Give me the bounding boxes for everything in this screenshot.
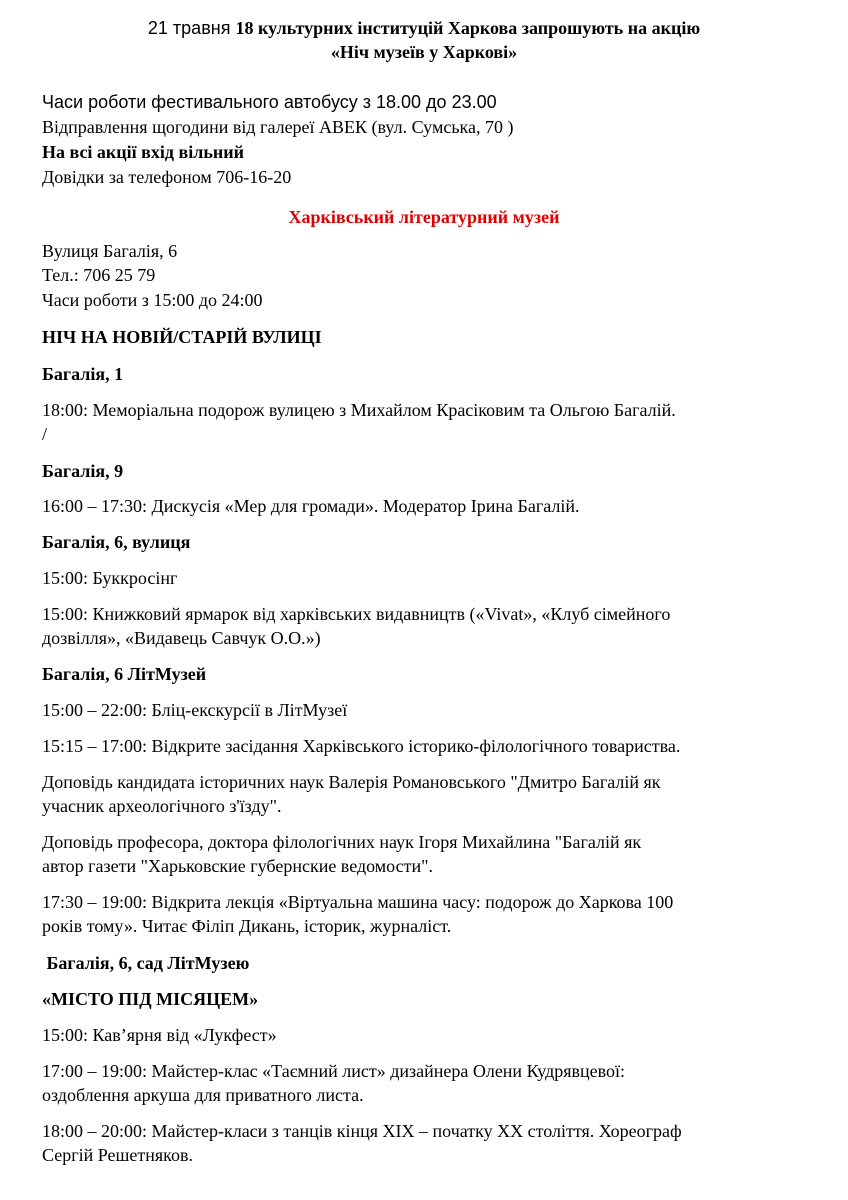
title-main: 18 культурних інституцій Харкова запрошують на акцію xyxy=(235,18,701,38)
event-line: 15:00: Кав’ярня від «Лукфест» xyxy=(42,1025,277,1045)
bus-hours: Часи роботи фестивального автобусу з 18.00 до 23.00 xyxy=(42,92,497,112)
subheading-city-under-moon: «МІСТО ПІД МІСЯЦЕМ» xyxy=(42,989,259,1009)
museum-hours: Часи роботи з 15:00 до 24:00 xyxy=(42,290,263,310)
event-line: 17:30 – 19:00: Відкрита лекція «Віртуальна машина часу: подорож до Харкова 100 xyxy=(42,892,674,912)
event-line: оздоблення аркуша для приватного листа. xyxy=(42,1085,364,1105)
event-line: 15:00 – 22:00: Бліц-екскурсії в ЛітМузеї xyxy=(42,700,348,720)
free-entry-note: На всі акції вхід вільний xyxy=(42,142,244,162)
heading-bahaliia-6-street: Багалія, 6, вулиця xyxy=(42,532,191,552)
event-line: років тому». Читає Філіп Дикань, історик, журналіст. xyxy=(42,916,452,936)
event-line: 15:00: Буккросінг xyxy=(42,568,178,588)
title-date: 21 травня xyxy=(147,18,236,38)
event-line: 15:00: Книжковий ярмарок від харківських видавництв («Vivat», «Клуб сімейного xyxy=(42,604,671,624)
heading-bahaliia-9: Багалія, 9 xyxy=(42,461,124,481)
bus-departure: Відправлення щогодини від галереї АВЕК (вул. Сумська, 70 ) xyxy=(42,117,514,137)
event-line: 16:00 – 17:30: Дискусія «Мер для громади». Модератор Ірина Багалій. xyxy=(42,496,580,516)
page-title-line2: «Ніч музеїв у Харкові» xyxy=(330,42,518,62)
event-line: 17:00 – 19:00: Майстер-клас «Таємний лист» дизайнера Олени Кудрявцевої: xyxy=(42,1061,626,1081)
event-line: 18:00 – 20:00: Майстер-класи з танців кінця ХІХ – початку ХХ століття. Хореограф xyxy=(42,1121,682,1141)
museum-address: Вулиця Багалія, 6 xyxy=(42,241,178,261)
event-line: 18:00: Меморіальна подорож вулицею з Михайлом Красіковим та Ольгою Багалій. xyxy=(42,400,676,420)
museum-phone: Тел.: 706 25 79 xyxy=(42,265,156,285)
heading-bahaliia-6-garden: Багалія, 6, сад ЛітМузею xyxy=(42,953,250,973)
event-line: дозвілля», «Видавець Савчук О.О.») xyxy=(42,628,321,648)
heading-bahaliia-1: Багалія, 1 xyxy=(42,364,124,384)
heading-bahaliia-6-litmuseum: Багалія, 6 ЛітМузей xyxy=(42,664,207,684)
event-line: Доповідь кандидата історичних наук Валерія Романовського "Дмитро Багалій як xyxy=(42,772,661,792)
museum-name: Харківський літературний музей xyxy=(288,207,560,227)
event-line: Сергій Решетняков. xyxy=(42,1145,193,1165)
event-line: 15:15 – 17:00: Відкрите засідання Харківського історико-філологічного товариства. xyxy=(42,736,681,756)
event-line: / xyxy=(42,424,48,444)
event-line: учасник археологічного з'їзду". xyxy=(42,796,282,816)
section-heading-night: НІЧ НА НОВІЙ/СТАРІЙ ВУЛИЦІ xyxy=(42,327,322,347)
phone-info: Довідки за телефоном 706-16-20 xyxy=(42,167,292,187)
event-line: Доповідь професора, доктора філологічних наук Ігоря Михайлина "Багалій як xyxy=(42,832,642,852)
event-line: автор газети "Харьковские губернские ведомости". xyxy=(42,856,433,876)
page-title-line1 xyxy=(0,17,848,39)
